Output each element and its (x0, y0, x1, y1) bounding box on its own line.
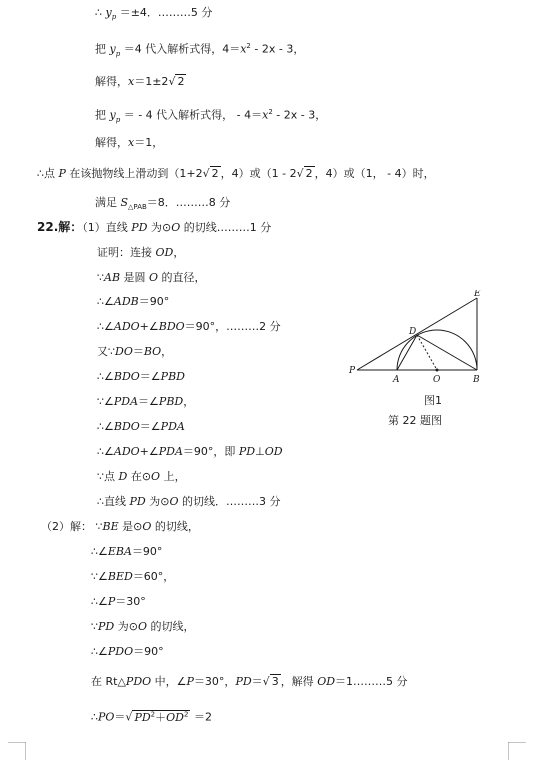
text-line: ∵点 D 在⊙O 上， (97, 470, 186, 483)
text-line: 证明：连接 OD， (97, 246, 185, 259)
text-line: ∴∠EBA＝90° (91, 545, 163, 558)
text-line: 把 $y_p =4$ 代入解析式得，$4=x^2 - 2x - 3$， (95, 42, 305, 58)
label-o: O (433, 375, 441, 385)
text-line: 22.解：（1）直线 PD 为⊙O 的切线………1 分 (37, 220, 272, 234)
text-line: ∴直线 PD 为⊙O 的切线．………3 分 (97, 495, 281, 508)
text-line: ∵∠PDA＝∠PBD， (97, 395, 195, 408)
figure-sub-caption: 图1 (424, 394, 442, 407)
text-line: ∴∠ADO+∠PDA＝90°，即 PD⊥OD (97, 445, 283, 458)
text-line: （2）解： ∵BE 是⊙O 的切线， (41, 520, 199, 533)
text-line: 满足 $S_{\triangle PAB}=8$．………8 分 (95, 196, 231, 212)
label-p: P (349, 366, 356, 376)
geometry-figure (345, 290, 495, 390)
text-line: ∵AB 是圆 O 的直径， (97, 271, 206, 284)
text-line: ∵∠BED＝60°， (91, 570, 175, 583)
text-line: ∴∠BDO＝∠PBD (97, 370, 185, 383)
label-a: A (393, 375, 400, 385)
text-line: ∴ $y_p =\pm 4$．………5 分 (95, 6, 213, 22)
label-d: D (409, 327, 417, 337)
text-line: ∴∠PDO＝90° (91, 645, 164, 658)
crop-mark-bottom-right (508, 742, 526, 760)
segment-db (417, 335, 477, 370)
text-line: ∴点 P 在该抛物线上滑动到（1+2√ 2 ，4）或（1 - 2√ 2 ，4）或（1， - 4）时， (37, 167, 435, 180)
text-line: ∴∠ADB＝90° (97, 295, 170, 308)
center-point (436, 369, 439, 372)
label-b: B (473, 375, 480, 385)
figure-caption: 第 22 题图 (388, 414, 442, 427)
text-line: 把 $y_p$ ＝ - 4 代入解析式得， - $4=x^2 - 2x - 3$， (95, 108, 327, 124)
text-line: 解得，x＝1， (95, 136, 164, 149)
text-line: ∴∠ADO+∠BDO＝90°，………2 分 (97, 320, 281, 333)
text-line: ∴∠P＝30° (91, 595, 146, 608)
text-line: 在 Rt△PDO 中，∠P＝30°，PD＝√ 3 ，解得 OD＝1………5 分 (91, 675, 408, 688)
text-line: ∴∠BDO＝∠PDA (97, 420, 185, 433)
text-line: ∵PD 为⊙O 的切线， (91, 620, 195, 633)
text-line: ∴PO＝√ $PD^2+OD^2 =2$ (91, 710, 212, 724)
text-line: 解得，x＝1±2√ 2 (95, 75, 185, 88)
text-line: 又∵DO＝BO， (97, 345, 173, 358)
segment-do (417, 335, 437, 370)
crop-mark-bottom-left (8, 742, 26, 760)
label-e: E (474, 290, 481, 299)
